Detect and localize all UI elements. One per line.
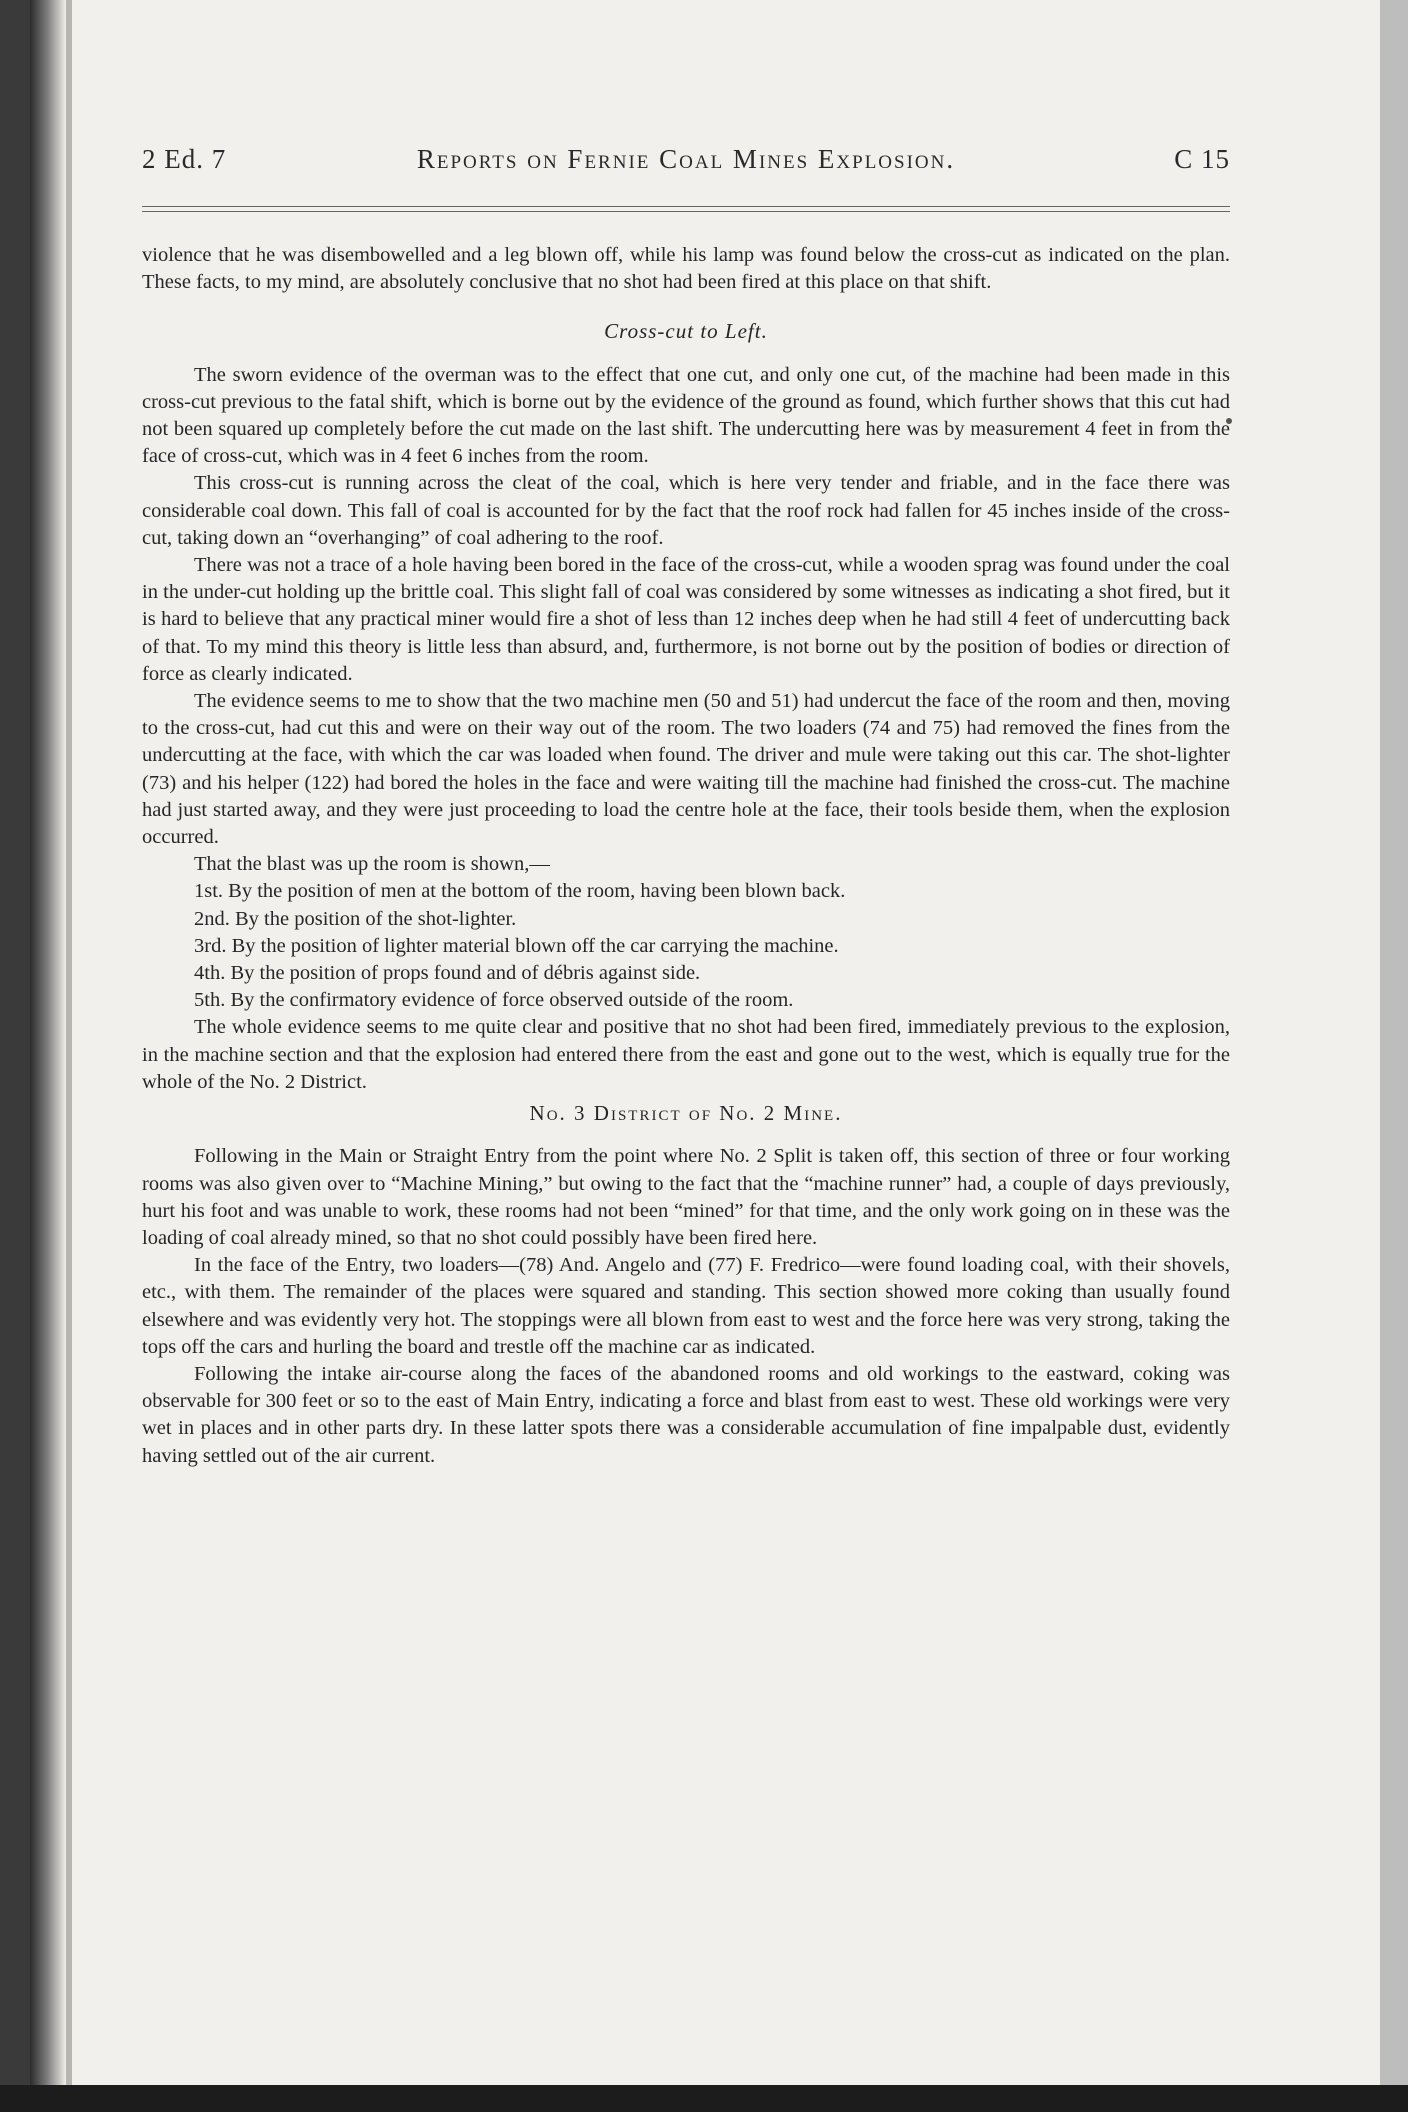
list-item: 3rd. By the position of lighter material blown off the car carrying the machine. [194,934,839,957]
scan-margin-right [1380,0,1408,2112]
paragraph: There was not a trace of a hole having been bored in the face of the cross-cut, while a wooden sprag was found under the coal in the under-cut holding up the brittle coal. This slight fall of coal was considered by some witnesses as indicating a shot fired, but it is hard to believe that any practical miner would fire a shot of less than 12 inches deep when he had still 4 feet of undercutting back of that. To my mind this theory is little less than absurd, and, furthermore, is not borne out by the position of bodies or direction of force as clearly indicated. [142,554,1230,685]
page-body [142,242,1230,1470]
header-session: 2 Ed. 7 [142,144,227,174]
gutter-edge [66,0,72,2085]
book-spine-shadow [30,0,66,2085]
paragraph: Following the intake air-course along the faces of the abandoned rooms and old workings to the eastward, coking was observable for 300 feet or so to the east of Main Entry, indicating a force and blast from east to west. These old workings were very wet in places and in other parts dry. In these latter spots there was a considerable accumulation of fine impalpable dust, evidently having settled out of the air current. [142,1362,1230,1467]
list-item: 5th. By the confirmatory evidence of force observed outside of the room. [194,989,794,1012]
paragraph: The evidence seems to me to show that the two machine men (50 and 51) had undercut the face of the room and then, moving to the cross-cut, had cut this and were on their way out of the room. The two loaders (74 and 75) had removed the fines from the undercutting at the face, with which the car was loaded when found. The driver and mule were taking out this car. The shot-lighter (73) and his helper (122) had bored the holes in the face and were waiting till the machine had finished the cross-cut. The machine had just started away, and they were just proceeding to load the centre hole at the face, their tools beside them, when the explosion occurred. [142,690,1230,849]
header-rule-bottom [142,211,1230,212]
paragraph: The sworn evidence of the overman was to the effect that one cut, and only one cut, of the machine had been made in this cross-cut previous to the fatal shift, which is borne out by the evidence of the ground as found, which further shows that this cut had not been squared up completely before the cut made on the last shift. The undercutting here was by measurement 4 feet in from the face of cross-cut, which was in 4 feet 6 inches from the room. [142,363,1230,468]
paragraph: In the face of the Entry, two loaders—(78) And. Angelo and (77) F. Fredrico—were found loading coal, with their shovels, etc., with them. The remainder of the places were squared and standing. This section showed more coking than usually found elsewhere and was evidently very hot. The stoppings were all blown from east to west and the force here was very strong, taking the tops off the cars and hurling the board and trestle off the machine car as indicated. [142,1254,1230,1358]
paragraph: Following in the Main or Straight Entry from the point where No. 2 Split is taken off, this section of three or four working rooms was also given over to “Machine Mining,” but owing to the fact that the “machine runner” had, a couple of days previously, hurt his foot and was unable to work, these rooms had not been “mined” for that time, and the only work going on in these was the loading of coal already mined, so that no shot could possibly have been fired here. [142,1145,1230,1249]
header-page-number: C 15 [1174,144,1230,174]
list-item: 1st. By the position of men at the bottom of the room, having been blown back. [194,880,846,903]
document-page [30,0,1380,2085]
scan-margin-bottom [0,2085,1408,2112]
paragraph-conclusion: The whole evidence seems to me quite clear and positive that no shot had been fired, immediately previous to the explosion, in the machine section and that the explosion had entered there from the east and gone out to the west, which is equally true for the whole of the No. 2 District. [142,1016,1230,1093]
header-rule-top [142,206,1230,207]
running-header [142,144,1230,184]
list-item: 2nd. By the position of the shot-lighter. [194,907,517,930]
section-heading-cross-cut: Cross-cut to Left. [604,319,768,344]
list-item: 4th. By the position of props found and of débris against side. [194,962,701,985]
paragraph: That the blast was up the room is shown,— [194,853,550,876]
paragraph: This cross-cut is running across the cleat of the coal, which is here very tender and friable, and in the face there was considerable coal down. This fall of coal is accounted for by the fact that the roof rock had fallen for 45 inches inside of the cross-cut, taking down an “overhanging” of coal adhering to the roof. [142,472,1230,549]
blast-evidence-list [142,878,1230,1014]
section-heading-district: No. 3 District of No. 2 Mine. [529,1101,843,1126]
paragraph-intro: violence that he was disembowelled and a leg blown off, while his lamp was found below the cross-cut as indicated on the plan. These facts, to my mind, are absolutely conclusive that no shot had been fired at this place on that shift. [142,244,1230,294]
header-title: Reports on Fernie Coal Mines Explosion. [416,144,956,174]
